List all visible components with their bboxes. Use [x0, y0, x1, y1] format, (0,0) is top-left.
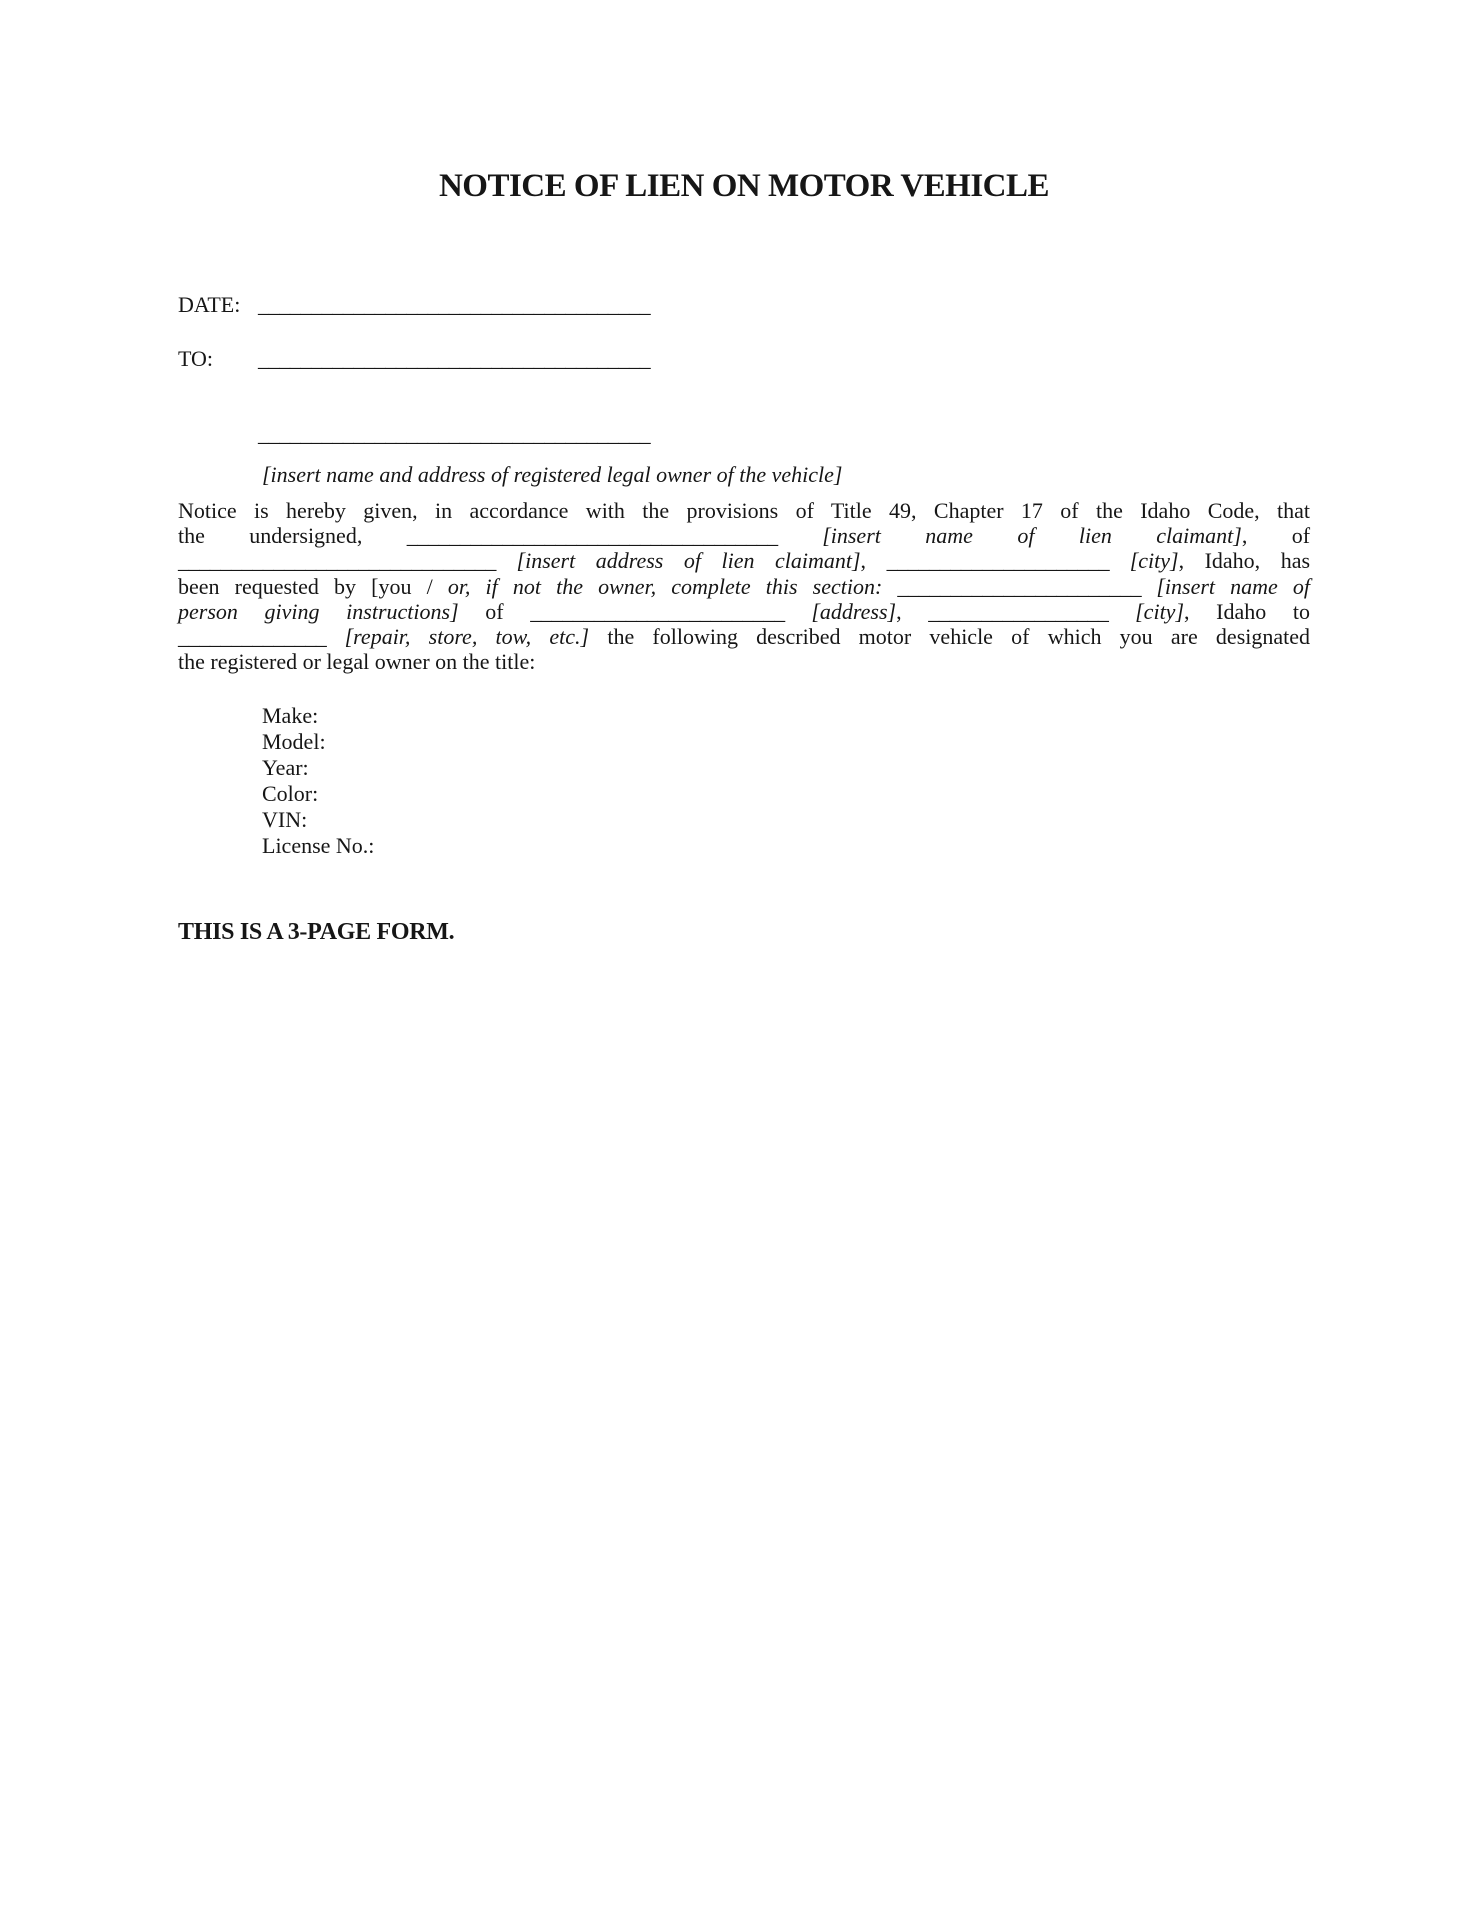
paragraph-line [178, 523, 1310, 548]
instruction-text: [insert name of [1156, 573, 1310, 599]
vehicle-vin-label: VIN: [262, 807, 308, 832]
paragraph-line [178, 599, 1310, 624]
paragraph-segment: , Idaho, has [1178, 548, 1311, 574]
paragraph-segment: the undersigned, [178, 523, 363, 549]
paragraph-line [178, 624, 1310, 649]
fill-in-blank: _____________________ [886, 548, 1110, 574]
page-count-note: THIS IS A 3-PAGE FORM. [178, 919, 455, 945]
paragraph-segment: the following described motor vehicle of which you are designated [607, 624, 1311, 650]
fill-in-blank: ______________________________ [178, 548, 497, 574]
instruction-text: [repair, store, tow, etc.] [344, 624, 590, 650]
fill-in-blank: ______________ [178, 624, 327, 650]
vehicle-description-list [262, 703, 374, 859]
fill-in-blank: _________________ [928, 598, 1109, 624]
vehicle-make-label: Make: [262, 703, 319, 728]
vehicle-license-label: License No.: [262, 833, 375, 858]
instruction-text: [city] [1129, 548, 1179, 574]
paragraph-line [178, 548, 1310, 573]
instruction-text: or, if not the owner, complete this section: [447, 573, 883, 599]
to-blank-line: _____________________________________ [258, 346, 651, 371]
document-page [178, 0, 1310, 1920]
instruction-text: [city] [1135, 598, 1185, 624]
fill-in-blank: ___________________________________ [406, 523, 778, 549]
owner-address-blank-line: _____________________________________ [258, 421, 651, 446]
paragraph-segment: , [896, 598, 902, 624]
owner-address-row [178, 421, 1310, 447]
paragraph-segment: of [485, 598, 504, 624]
fill-in-blank: ________________________ [530, 598, 785, 624]
to-label: TO: [178, 346, 214, 371]
fill-in-blank: _______________________ [897, 573, 1142, 599]
date-row [178, 292, 1310, 318]
vehicle-year-label: Year: [262, 755, 309, 780]
date-blank-line: _____________________________________ [258, 292, 651, 317]
paragraph-segment: been requested by [you / [178, 573, 433, 599]
paragraph-segment: the registered or legal owner on the title: [178, 649, 536, 675]
date-label: DATE: [178, 292, 241, 317]
paragraph-segment: , Idaho to [1184, 598, 1311, 624]
notice-paragraph [178, 498, 1310, 674]
owner-address-caption: [insert name and address of registered legal owner of the vehicle] [262, 462, 843, 487]
to-row [178, 346, 1310, 372]
paragraph-line [178, 574, 1310, 599]
instruction-text: [insert name of lien claimant] [822, 523, 1242, 549]
instruction-text: [insert address of lien claimant] [516, 548, 861, 574]
paragraph-line [178, 498, 1310, 523]
paragraph-segment: Notice is hereby given, in accordance with the provisions of Title 49, Chapter 17 of the Idaho Code, that [178, 498, 1310, 523]
vehicle-model-label: Model: [262, 729, 326, 754]
paragraph-line [178, 649, 1310, 674]
document-title: NOTICE OF LIEN ON MOTOR VEHICLE [438, 168, 1050, 204]
paragraph-segment: , [860, 548, 867, 574]
vehicle-color-label: Color: [262, 781, 319, 806]
paragraph-segment: , of [1241, 523, 1311, 549]
instruction-text: [address] [811, 598, 897, 624]
instruction-text: person giving instructions] [178, 598, 459, 624]
